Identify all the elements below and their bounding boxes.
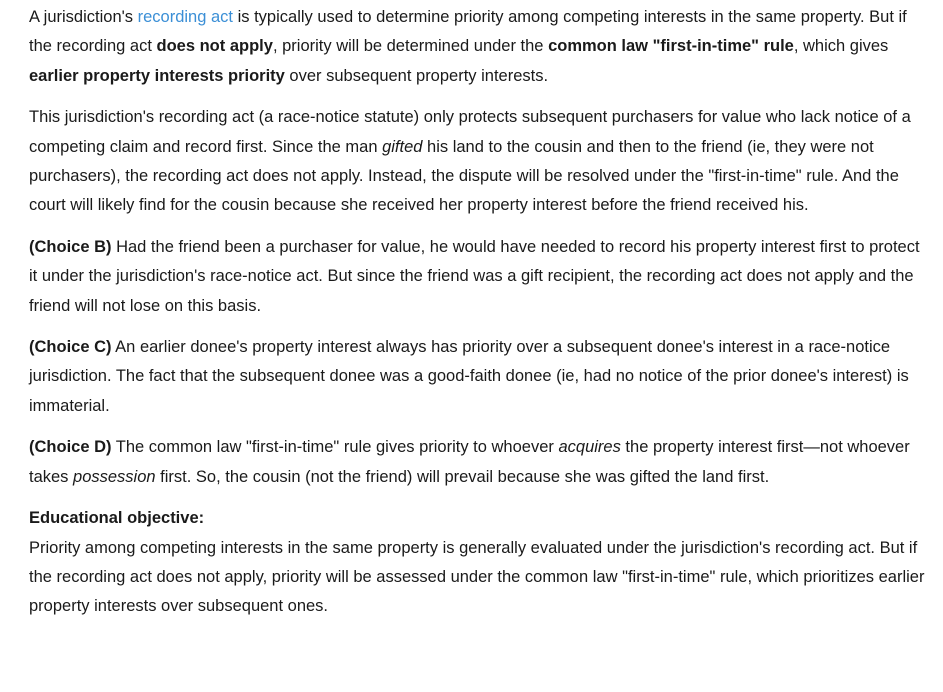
choice-d-text-c: first. So, the cousin (not the friend) will prevail because she was gifted the land first. — [155, 467, 770, 486]
intro-paragraph — [29, 3, 929, 91]
intro-text-e: over subsequent property interests. — [284, 66, 549, 85]
intro-text-c: , priority will be determined under the — [272, 37, 549, 56]
choice-d-italic-possession: possession — [73, 467, 156, 486]
recording-act-link[interactable]: recording act — [137, 8, 234, 26]
intro-bold-earlier-priority: earlier property interests priority — [29, 66, 285, 85]
explanation-body — [29, 3, 929, 634]
choice-d-text-a: The common law "first-in-time" rule gives priority to whoever — [111, 438, 559, 457]
choice-d-text-b: the property interest first—not whoever takes — [29, 438, 910, 486]
choice-b-text: Had the friend been a purchaser for value, he would have needed to record his property interest first to protect it under the jurisdiction's race-notice act. But since the friend was a gift recipient, the recording act does not apply and the friend will not lose on this basis. — [29, 237, 920, 315]
objective-title: Educational objective: — [29, 509, 205, 528]
intro-text-b: is typically used to determine priority among competing interests in the same property. But if the recording act — [29, 8, 907, 56]
intro-text-d: , which gives — [793, 37, 889, 56]
analysis-text-a: This jurisdiction's recording act (a race-notice statute) only protects subsequent purchasers for value who lack notice of a competing claim and record first. Since the man — [29, 108, 911, 156]
choice-d-italic-acquires: acquires — [558, 438, 621, 457]
choice-c-text: An earlier donee's property interest always has priority over a subsequent donee's interest in a race-notice jurisdiction. The fact that the subsequent donee was a good-faith donee (ie, had no notice of the prior donee's interest) is immaterial. — [29, 338, 909, 415]
choice-b-label: (Choice B) — [29, 237, 112, 256]
objective-section — [29, 504, 929, 622]
choice-d-paragraph — [29, 433, 929, 492]
choice-c-paragraph — [29, 333, 929, 421]
choice-d-label: (Choice D) — [29, 438, 112, 457]
analysis-text-b: his land to the cousin and then to the friend (ie, they were not purchasers), the recording act does not apply. Instead, the dispute will be resolved under the "first-in-time" rule. And the court will likely find for the cousin because she received her property interest before the friend received his. — [29, 137, 899, 215]
intro-text-a: A jurisdiction's — [29, 8, 138, 26]
choice-c-label: (Choice C) — [29, 338, 112, 357]
intro-bold-first-in-time: common law "first-in-time" rule — [548, 37, 794, 56]
choice-b-paragraph — [29, 233, 929, 321]
analysis-italic-gifted: gifted — [382, 137, 423, 156]
analysis-paragraph — [29, 103, 929, 221]
objective-text: Priority among competing interests in the same property is generally evaluated under the jurisdiction's recording act. But if the recording act does not apply, priority will be assessed under the common law "first-in-time" rule, which prioritizes earlier property interests over subsequent ones. — [29, 538, 925, 616]
intro-bold-does-not-apply: does not apply — [156, 37, 273, 56]
